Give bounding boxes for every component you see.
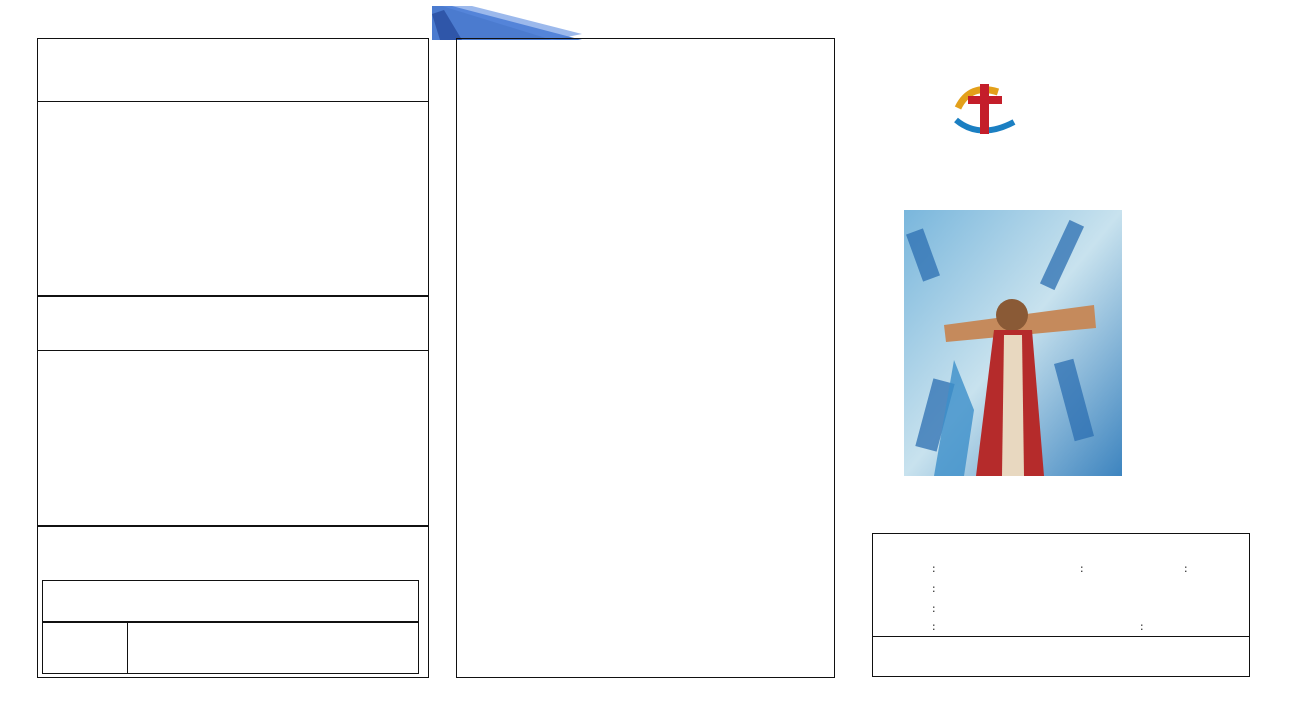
afternoon-service-box [37, 38, 429, 296]
wednesday-service-box [37, 296, 429, 526]
divider [37, 101, 429, 102]
dawn-sermon-divider [127, 622, 128, 674]
divider [37, 350, 429, 351]
dawn-sermon-box [42, 622, 419, 674]
notice-list [456, 112, 835, 672]
stripe-decoration [432, 6, 582, 40]
staff-table: : : : : : : : [932, 563, 1188, 633]
jesus-cross-painting [904, 210, 1122, 476]
staff-divider [872, 636, 1250, 637]
dawn-time-box [42, 580, 419, 622]
church-cross-logo-icon [950, 78, 1022, 140]
